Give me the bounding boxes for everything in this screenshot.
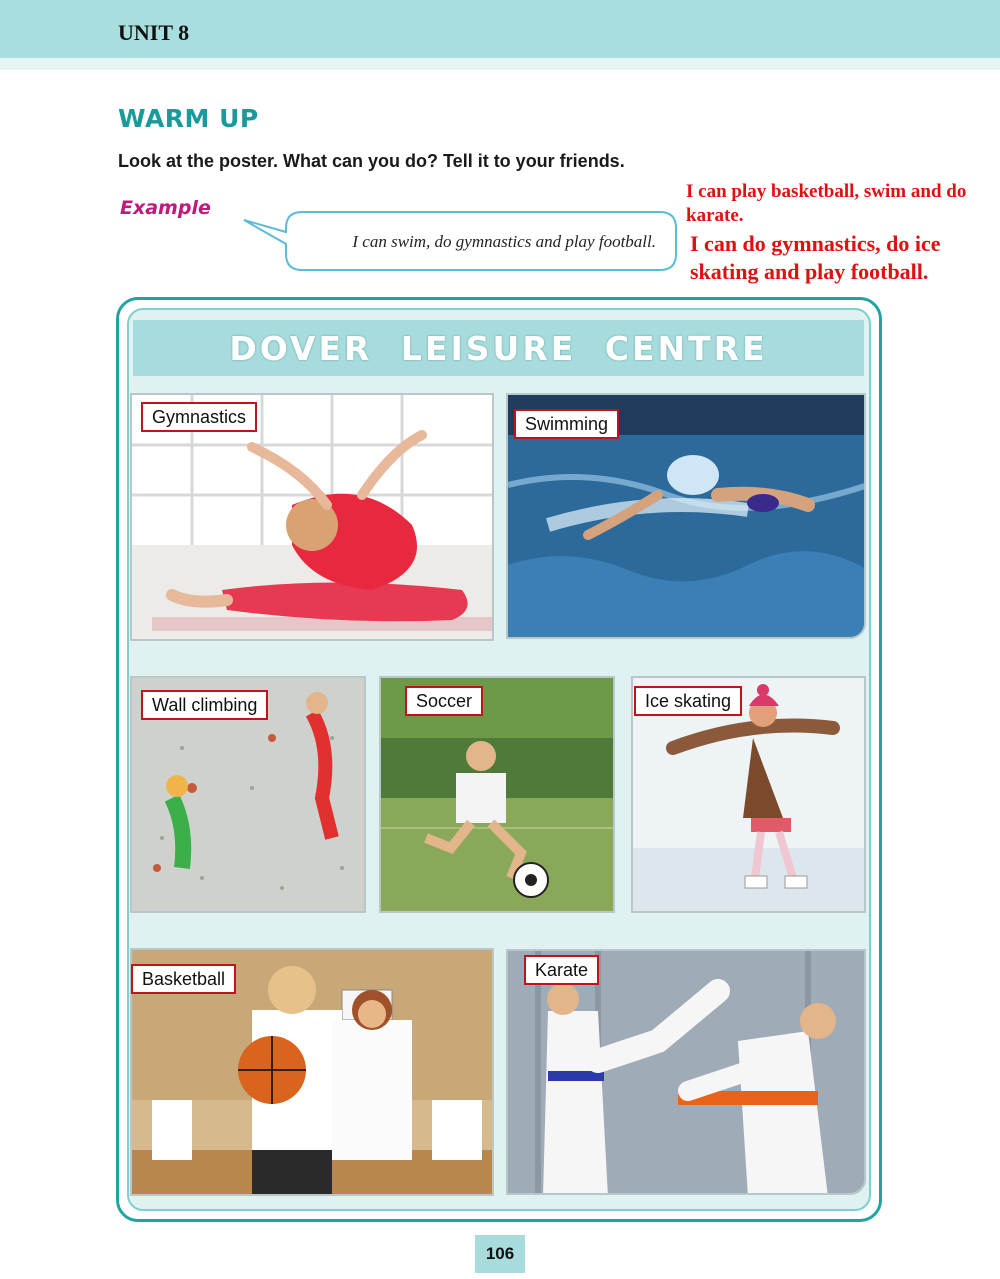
- header-divider: [0, 58, 1000, 70]
- activity-label-basketball: Basketball: [131, 964, 236, 994]
- activity-label-ice-skating: Ice skating: [634, 686, 742, 716]
- activity-label-wall-climbing: Wall climbing: [141, 690, 268, 720]
- poster-banner: [133, 320, 864, 376]
- unit-title: UNIT 8: [118, 20, 190, 45]
- handwritten-answer-1: I can play basketball, swim and do karate.: [686, 181, 967, 226]
- poster-title: DOVER LEISURE CENTRE: [229, 329, 768, 368]
- section-title: WARM UP: [118, 104, 259, 133]
- instruction-text: Look at the poster. What can you do? Tell it to your friends.: [118, 151, 625, 171]
- example-sentence: I can swim, do gymnastics and play football.: [352, 232, 656, 251]
- example-label: Example: [120, 197, 211, 219]
- page-number: 106: [475, 1235, 525, 1273]
- activity-label-gymnastics: Gymnastics: [141, 402, 257, 432]
- activity-label-karate: Karate: [524, 955, 599, 985]
- activity-label-swimming: Swimming: [514, 409, 619, 439]
- karate-photo: [506, 949, 866, 1195]
- handwritten-answer-2: I can do gymnastics, do ice skating and play football.: [690, 231, 941, 284]
- activity-label-soccer: Soccer: [405, 686, 483, 716]
